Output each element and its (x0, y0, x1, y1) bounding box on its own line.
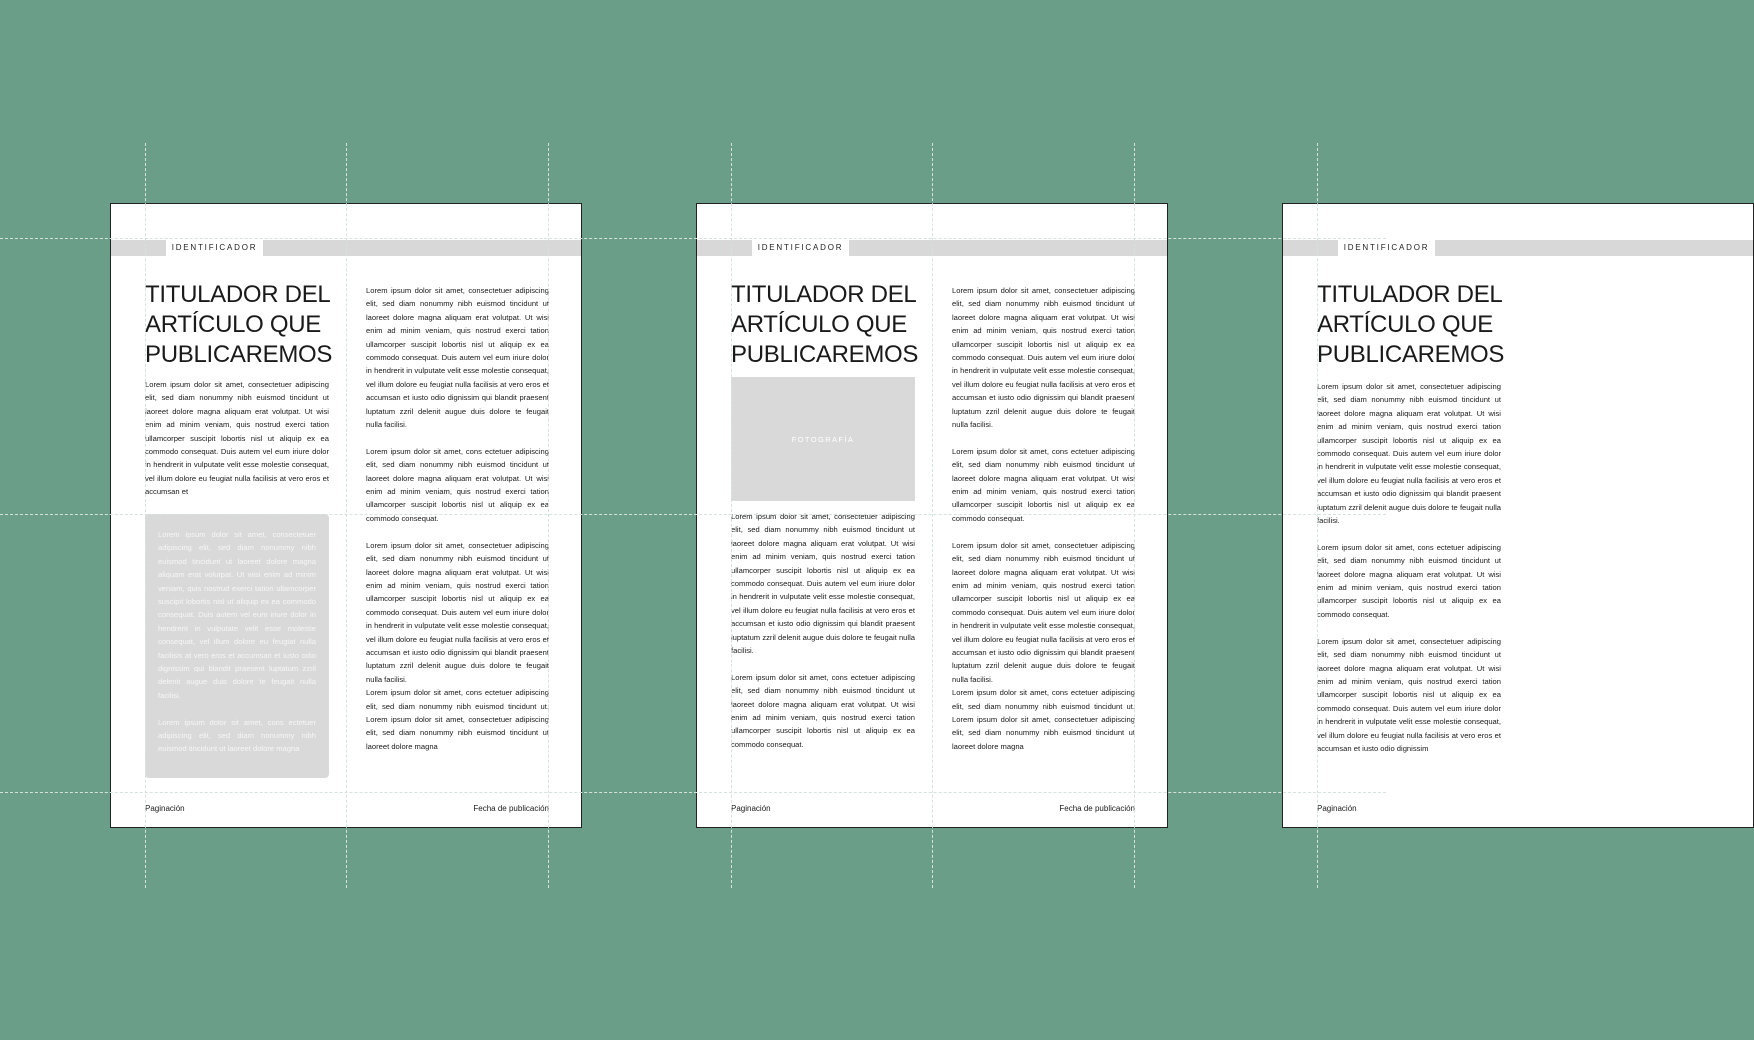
footer-pagination: Paginación (731, 804, 771, 813)
right-text-column (366, 284, 549, 780)
page-layout-photo (696, 203, 1168, 828)
article-title (731, 280, 951, 370)
footer-pagination: Paginación (145, 804, 185, 813)
page-layout-text-only (1282, 203, 1754, 828)
body-paragraph: Lorem ipsum dolor sit amet, consectetuer adipiscing elit, sed diam nonummy nibh euismod tincidunt ut laoreet dolore magna aliquam erat volutpat. Ut wisi enim ad minim veniam, quis nostrud exerci tation ullamcorper suscipit lobortis nisl ut aliquip ex ea commodo consequat. Duis autem vel eum iriure dolor in hendrerit in vulputate velit esse molestie consequat, vel illum dolore eu feugiat nulla facilisis at vero eros et accumsan et iusto odio dignissim qui blandit praesent luptatum zzril delenit augue duis dolore te feugait nulla facilisi. (731, 512, 915, 656)
body-paragraph: Lorem ipsum dolor sit amet, cons ectetuer adipiscing elit, sed diam nonummy nibh euismod tincidunt ut laoreet dolore magna aliquam erat volutpat. Ut wisi enim ad minim veniam, quis nostrud exerci tation ullamcorper suscipit lobortis nisl ut aliquip ex ea commodo consequat. (731, 672, 915, 749)
body-paragraph: Lorem ipsum dolor sit amet, consectetuer adipiscing elit, sed diam nonummy nibh euismod tincidunt ut laoreet dolore magna aliquam erat volutpat. Ut wisi enim ad minim veniam, quis nostrud exerci tation ullamcorper suscipit lobortis nisl ut aliquip ex ea commodo consequat. Duis autem vel eum iriure dolor in hendrerit in vulputate velit esse molestie consequat, vel illum dolore eu feugiat nulla facilisis at vero eros et accumsan et iusto odio dignissim (1317, 636, 1501, 753)
intro-paragraph: Lorem ipsum dolor sit amet, consectetuer adipiscing elit, sed diam nonummy nibh euismod tincidunt ut laoreet dolore magna aliquam erat volutpat. Ut wisi enim ad minim veniam, quis nostrud exerci tation ullamcorper suscipit lobortis nisl ut aliquip ex ea commodo consequat. Duis autem vel eum iriure dolor in hendrerit in vulputate velit esse molestie consequat, vel illum dolore eu feugiat nulla facilisis at vero eros et accumsan et (145, 380, 329, 497)
article-title (145, 280, 365, 370)
title-line: ARTÍCULO QUE (1317, 311, 1493, 338)
sidebar-paragraph: Lorem ipsum dolor sit amet, cons ectetuer adipiscing elit, sed diam nonummy nibh euismod tincidunt ut laoreet dolore magna (158, 717, 316, 754)
body-paragraph: Lorem ipsum dolor sit amet, consectetuer adipiscing elit, sed diam nonummy nibh euismod tincidunt ut laoreet dolore magna aliquam erat volutpat. Ut wisi enim ad minim veniam, quis nostrud exerci tation ullamcorper suscipit lobortis nisl ut aliquip ex ea commodo consequat. Duis autem vel eum iriure dolor in hendrerit in vulputate velit esse molestie consequat, vel illum dolore eu feugiat nulla facilisis at vero eros et accumsan et iusto odio dignissim qui blandit praesent luptatum zzril delenit augue duis dolore te feugait nulla facilisi. (952, 286, 1135, 430)
body-paragraph: Lorem ipsum dolor sit amet, consectetuer adipiscing elit, sed diam nonummy nibh euismod tincidunt ut laoreet dolore magna aliquam erat volutpat. Ut wisi enim ad minim veniam, quis nostrud exerci tation ullamcorper suscipit lobortis nisl ut aliquip ex ea commodo consequat. Duis autem vel eum iriure dolor in hendrerit in vulputate velit esse molestie consequat, vel illum dolore eu feugiat nulla facilisis at vero eros et accumsan et iusto odio dignissim qui blandit praesent luptatum zzril delenit augue duis dolore te feugait nulla facilisi. (952, 540, 1135, 684)
identifier-label: IDENTIFICADOR (752, 240, 849, 256)
body-paragraph: Lorem ipsum dolor sit amet, consectetuer adipiscing elit, sed diam nonummy nibh euismod tincidunt ut laoreet dolore magna aliquam erat volutpat. Ut wisi enim ad minim veniam, quis nostrud exerci tation ullamcorper suscipit lobortis nisl ut aliquip ex ea commodo consequat. Duis autem vel eum iriure dolor in hendrerit in vulputate velit esse molestie consequat, vel illum dolore eu feugiat nulla facilisis at vero eros et accumsan et iusto odio dignissim qui blandit praesent luptatum zzril delenit augue duis dolore te feugait nulla facilisi. (366, 286, 549, 430)
left-text-column (731, 510, 915, 772)
title-line: PUBLICAREMOS (145, 341, 333, 368)
footer-publication-date: Fecha de publicación (1059, 804, 1135, 813)
footer-pagination: Paginación (1317, 804, 1357, 813)
identifier-label: IDENTIFICADOR (1338, 240, 1435, 256)
photo-placeholder (731, 377, 915, 501)
body-paragraph: Lorem ipsum dolor sit amet, cons ectetuer adipiscing elit, sed diam nonummy nibh euismod tincidunt ut laoreet dolore magna aliquam erat volutpat. Ut wisi enim ad minim veniam, quis nostrud exerci tation ullamcorper suscipit lobortis nisl ut aliquip ex ea commodo consequat. (366, 446, 549, 523)
sidebar-paragraph: Lorem ipsum dolor sit amet, consectetuer adipiscing elit, sed diam nonummy nibh euismod tincidunt ut laoreet dolore magna aliquam erat volutpat. Ut wisi enim ad minim veniam, quis nostrud exerci tation ullamcorper suscipit lobortis nisl ut aliquip ex ea commodo consequat. Duis autem vel eum iriure dolor in hendrerit in vulputate velit esse molestie consequat, vel illum dolore eu feugiat nulla facilisis at vero eros et accumsan et iusto odio dignissim qui blandit praesent luptatum zzril delenit augue duis dolore te feugait nulla facilisi. (158, 530, 316, 700)
body-paragraph: Lorem ipsum dolor sit amet, consectetuer adipiscing elit, sed diam nonummy nibh euismod tincidunt ut laoreet dolore magna aliquam erat volutpat. Ut wisi enim ad minim veniam, quis nostrud exerci tation ullamcorper suscipit lobortis nisl ut aliquip ex ea commodo consequat. Duis autem vel eum iriure dolor in hendrerit in vulputate velit esse molestie consequat, vel illum dolore eu feugiat nulla facilisis at vero eros et accumsan et iusto odio dignissim qui blandit praesent luptatum zzril delenit augue duis dolore te feugait nulla facilisi. (366, 540, 549, 684)
right-text-column (952, 284, 1135, 780)
footer-publication-date: Fecha de publicación (473, 804, 549, 813)
left-text-column (1317, 380, 1501, 780)
title-line: TITULADOR DEL (145, 281, 331, 308)
body-paragraph: Lorem ipsum dolor sit amet, cons ectetuer adipiscing elit, sed diam nonummy nibh euismod tincidunt ut. Lorem ipsum dolor sit amet, consectetuer adipiscing elit, sed diam nonummy nibh euismod tincidunt ut laoreet dolore magna (952, 688, 1135, 751)
title-line: PUBLICAREMOS (731, 341, 919, 368)
intro-column (145, 378, 329, 500)
body-paragraph: Lorem ipsum dolor sit amet, cons ectetuer adipiscing elit, sed diam nonummy nibh euismod tincidunt ut. Lorem ipsum dolor sit amet, consectetuer adipiscing elit, sed diam nonummy nibh euismod tincidunt ut laoreet dolore magna (366, 688, 549, 751)
body-paragraph: Lorem ipsum dolor sit amet, cons ectetuer adipiscing elit, sed diam nonummy nibh euismod tincidunt ut laoreet dolore magna aliquam erat volutpat. Ut wisi enim ad minim veniam, quis nostrud exerci tation ullamcorper suscipit lobortis nisl ut aliquip ex ea commodo consequat. (952, 446, 1135, 523)
identifier-label: IDENTIFICADOR (166, 240, 263, 256)
body-paragraph: Lorem ipsum dolor sit amet, consectetuer adipiscing elit, sed diam nonummy nibh euismod tincidunt ut laoreet dolore magna aliquam erat volutpat. Ut wisi enim ad minim veniam, quis nostrud exerci tation ullamcorper suscipit lobortis nisl ut aliquip ex ea commodo consequat. Duis autem vel eum iriure dolor in hendrerit in vulputate velit esse molestie consequat, vel illum dolore eu feugiat nulla facilisis at vero eros et accumsan et iusto odio dignissim qui blandit praesent luptatum zzril delenit augue duis dolore te feugait nulla facilisi. (1317, 382, 1501, 526)
title-line: ARTÍCULO QUE (145, 311, 321, 338)
page-layout-text-sidebar (110, 203, 582, 828)
title-line: ARTÍCULO QUE (731, 311, 907, 338)
sidebar-box (145, 514, 329, 778)
body-paragraph: Lorem ipsum dolor sit amet, cons ectetuer adipiscing elit, sed diam nonummy nibh euismod tincidunt ut laoreet dolore magna aliquam erat volutpat. Ut wisi enim ad minim veniam, quis nostrud exerci tation ullamcorper suscipit lobortis nisl ut aliquip ex ea commodo consequat. (1317, 542, 1501, 619)
title-line: PUBLICAREMOS (1317, 341, 1505, 368)
title-line: TITULADOR DEL (1317, 281, 1503, 308)
title-line: TITULADOR DEL (731, 281, 917, 308)
photo-label: FOTOGRAFÍA (791, 434, 855, 444)
article-title (1317, 280, 1537, 370)
